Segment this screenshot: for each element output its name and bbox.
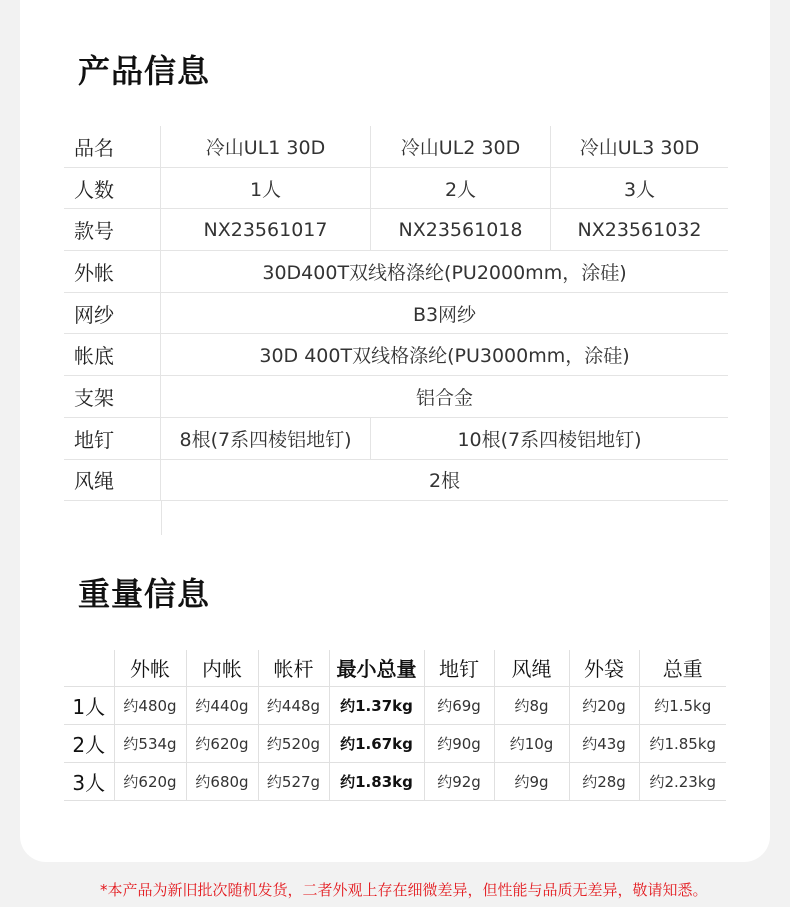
table-row (64, 334, 728, 376)
row-label: 3人 (64, 762, 114, 800)
table-row (64, 293, 728, 335)
cell: 约1.5kg (639, 686, 726, 724)
cell: 8根(7系四棱铝地钉) (179, 428, 352, 451)
weight-info-title: 重量信息 (78, 575, 211, 613)
cell: 冷山UL1 30D (205, 136, 326, 159)
cell: 30D 400T双线格涤纶(PU3000mm，涂硅) (259, 345, 630, 368)
cell: 2根 (428, 470, 461, 493)
cell: 约620g (114, 762, 186, 800)
product-info-title: 产品信息 (78, 52, 211, 90)
column-header: 外帐 (114, 650, 186, 686)
cell: 约440g (186, 686, 258, 724)
corner-cell (64, 650, 114, 686)
table-row (64, 251, 728, 293)
row-label: 外帐 (74, 260, 114, 285)
cell: 约92g (424, 762, 494, 800)
table-footer-strip (64, 501, 728, 535)
cell: 约9g (494, 762, 569, 800)
cell: 约520g (258, 724, 329, 762)
column-header: 总重 (639, 650, 726, 686)
row-label: 2人 (64, 724, 114, 762)
column-header: 地钉 (424, 650, 494, 686)
table-row (64, 376, 728, 418)
disclaimer-note: *本产品为新旧批次随机发货，二者外观上存在细微差异，但性能与品质无差异，敬请知悉。 (100, 881, 708, 899)
table-row (64, 724, 726, 762)
table-row (64, 418, 728, 460)
cell: 约534g (114, 724, 186, 762)
column-header: 最小总量 (329, 650, 424, 686)
cell: 约43g (569, 724, 639, 762)
table-header-row (64, 650, 726, 686)
weight-table (64, 650, 726, 801)
product-info-table (64, 126, 728, 535)
cell: 约10g (494, 724, 569, 762)
cell: 约1.67kg (329, 724, 424, 762)
cell: 约69g (424, 686, 494, 724)
cell: 2人 (370, 168, 550, 209)
column-header: 风绳 (494, 650, 569, 686)
column-header: 帐杆 (258, 650, 329, 686)
row-label: 风绳 (74, 469, 114, 494)
cell: 约2.23kg (639, 762, 726, 800)
cell: 10根(7系四棱铝地钉) (370, 418, 728, 459)
cell: 约8g (494, 686, 569, 724)
cell: 3人 (550, 168, 728, 209)
cell: 冷山UL3 30D (550, 126, 728, 167)
cell: 约680g (186, 762, 258, 800)
cell: 冷山UL2 30D (370, 126, 550, 167)
table-row (64, 168, 728, 210)
row-label: 支架 (74, 385, 114, 410)
cell: NX23561032 (550, 209, 728, 250)
table-row (64, 762, 726, 800)
row-label: 品名 (74, 135, 114, 160)
cell: 约1.83kg (329, 762, 424, 800)
column-header: 外袋 (569, 650, 639, 686)
cell: 30D400T双线格涤纶(PU2000mm，涂硅) (262, 261, 627, 284)
table-row (64, 209, 728, 251)
cell: 铝合金 (415, 386, 473, 409)
cell: NX23561017 (203, 218, 328, 241)
row-label: 款号 (74, 219, 114, 244)
row-label: 网纱 (74, 302, 114, 327)
cell: 1人 (249, 178, 282, 201)
cell: 约448g (258, 686, 329, 724)
cell: 约1.37kg (329, 686, 424, 724)
cell: 约1.85kg (639, 724, 726, 762)
cell: 约620g (186, 724, 258, 762)
row-label: 1人 (64, 686, 114, 724)
row-label: 地钉 (74, 427, 114, 452)
cell: 约28g (569, 762, 639, 800)
table-row (64, 686, 726, 724)
cell: 约527g (258, 762, 329, 800)
cell: 约480g (114, 686, 186, 724)
row-label: 帐底 (74, 344, 114, 369)
table-row (64, 460, 728, 502)
cell: NX23561018 (370, 209, 550, 250)
column-header: 内帐 (186, 650, 258, 686)
cell: B3网纱 (412, 303, 477, 326)
table-row (64, 126, 728, 168)
row-label: 人数 (74, 177, 114, 202)
cell: 约20g (569, 686, 639, 724)
cell: 约90g (424, 724, 494, 762)
